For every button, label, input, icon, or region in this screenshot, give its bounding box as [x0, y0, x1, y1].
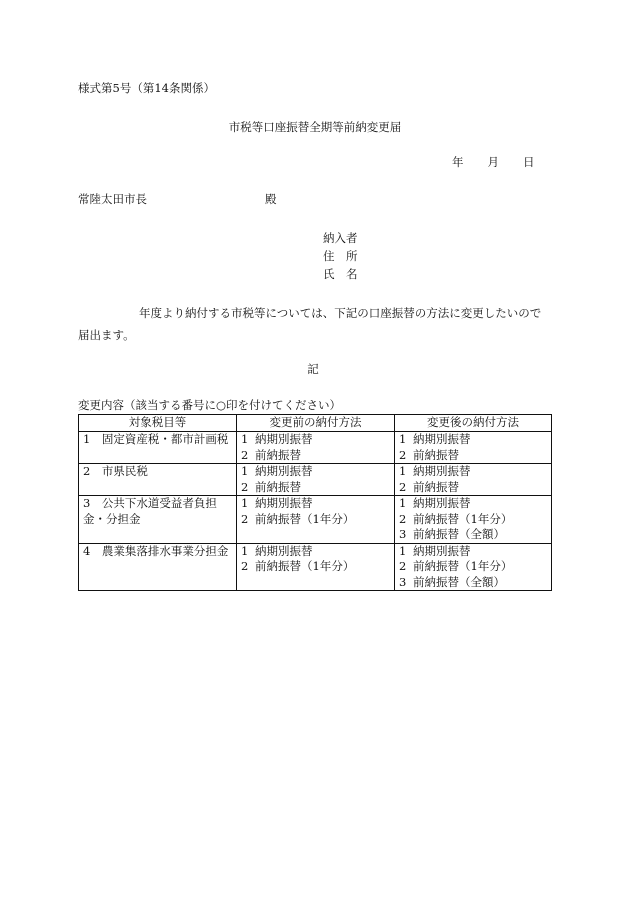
date-day: 日 [523, 155, 535, 169]
option-number: 2 [399, 447, 407, 462]
target-cell: 1 固定資産税・都市計画税 [79, 432, 237, 464]
change-caption: 変更内容（該当する番号に○印を付けてください） [78, 398, 342, 412]
after-method-cell [395, 496, 552, 544]
option-text: 前納振替（1年分） [413, 511, 513, 526]
option-number: 1 [241, 496, 249, 510]
date-line [452, 155, 535, 169]
method-option [241, 448, 390, 464]
table-row [79, 464, 552, 496]
option-text: 納期別振替 [413, 464, 471, 478]
option-number: 3 [399, 527, 407, 541]
payer-name-label: 氏 名 [323, 267, 358, 281]
date-month: 月 [487, 155, 499, 169]
option-number: 1 [241, 432, 249, 446]
before-method-cell [237, 464, 395, 496]
date-year: 年 [452, 155, 464, 169]
before-method-cell [237, 432, 395, 464]
option-text: 前納振替 [255, 479, 301, 494]
option-number: 1 [399, 464, 407, 478]
option-text: 前納振替（1年分） [413, 559, 513, 573]
option-number: 2 [241, 447, 249, 462]
body-text: 年度より納付する市税等については、下記の口座振替の方法に変更したいので届出ます。 [78, 306, 542, 342]
method-option [241, 480, 390, 496]
option-number: 1 [241, 464, 249, 478]
method-option [241, 559, 390, 575]
table-row [79, 432, 552, 464]
method-option [399, 512, 547, 528]
document-title: 市税等口座振替全期等前納変更届 [228, 120, 402, 134]
form-number: 様式第5号（第14条関係） [78, 81, 215, 95]
method-option [399, 480, 547, 496]
method-option [241, 464, 390, 480]
option-text: 前納振替 [255, 447, 301, 462]
option-text: 前納振替 [413, 447, 459, 462]
after-method-cell [395, 464, 552, 496]
table-row [79, 496, 552, 544]
option-number: 2 [241, 559, 249, 573]
before-method-cell [237, 543, 395, 591]
option-number: 1 [399, 432, 407, 446]
option-text: 納期別振替 [413, 496, 471, 510]
header-before: 変更前の納付方法 [237, 415, 395, 432]
after-method-cell [395, 432, 552, 464]
target-cell: 2 市県民税 [79, 464, 237, 496]
method-option [241, 512, 390, 528]
option-text: 納期別振替 [255, 496, 313, 510]
option-text: 納期別振替 [413, 543, 471, 558]
option-text: 納期別振替 [255, 464, 313, 478]
table-header-row [79, 415, 552, 432]
method-option [399, 527, 547, 543]
method-option [241, 432, 390, 448]
option-number: 2 [399, 479, 407, 494]
method-option [399, 448, 547, 464]
option-text: 前納振替（全額） [413, 574, 505, 589]
header-after: 変更後の納付方法 [395, 415, 552, 432]
payer-label: 納入者 [323, 231, 358, 245]
method-option [241, 496, 390, 512]
header-target: 対象税目等 [79, 415, 237, 432]
option-text: 前納振替（全額） [413, 527, 505, 541]
option-number: 2 [241, 511, 249, 526]
method-option [399, 575, 547, 591]
option-text: 前納振替 [413, 479, 459, 494]
option-number: 2 [241, 479, 249, 494]
method-option [399, 496, 547, 512]
addressee: 常陸太田市長 [78, 192, 147, 206]
table-body [79, 432, 552, 591]
option-text: 納期別振替 [255, 543, 313, 558]
option-text: 納期別振替 [413, 432, 471, 446]
option-number: 1 [399, 543, 407, 558]
change-table [78, 414, 552, 591]
option-number: 3 [399, 574, 407, 589]
ki-heading: 記 [307, 362, 319, 376]
option-number: 1 [241, 543, 249, 558]
method-option [399, 464, 547, 480]
target-cell: 4 農業集落排水事業分担金 [79, 543, 237, 591]
option-number: 1 [399, 496, 407, 510]
option-text: 前納振替（1年分） [255, 559, 355, 573]
method-option [399, 432, 547, 448]
method-option [241, 544, 390, 560]
option-number: 2 [399, 511, 407, 526]
option-text: 納期別振替 [255, 432, 313, 446]
before-method-cell [237, 496, 395, 544]
after-method-cell [395, 543, 552, 591]
method-option [399, 559, 547, 575]
table-row [79, 543, 552, 591]
payer-address-label: 住 所 [323, 249, 358, 263]
target-cell: 3 公共下水道受益者負担金・分担金 [79, 496, 237, 544]
option-number: 2 [399, 559, 407, 573]
method-option [399, 544, 547, 560]
addressee-honorific: 殿 [265, 192, 277, 206]
option-text: 前納振替（1年分） [255, 511, 355, 526]
